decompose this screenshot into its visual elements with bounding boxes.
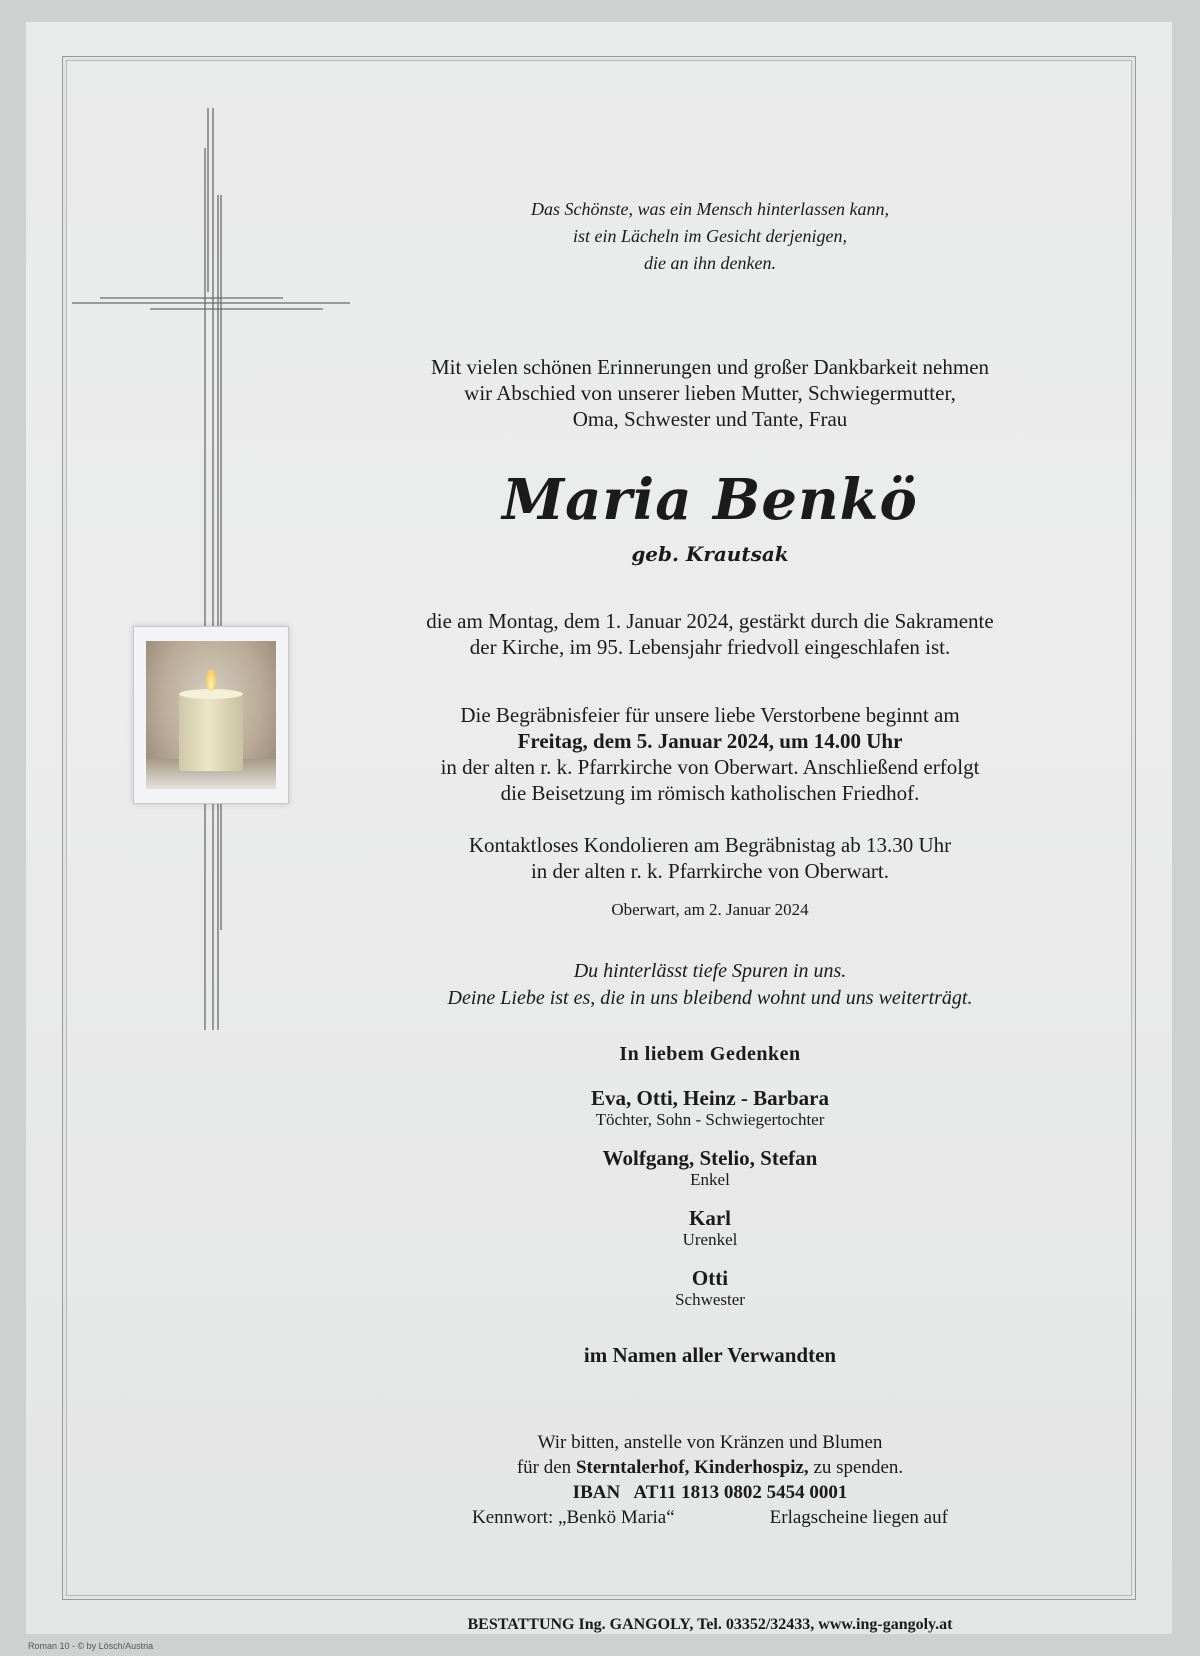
mourner-group [340, 1086, 1080, 1130]
funeral-datetime: Freitag, dem 5. Januar 2024, um 14.00 Uhr [517, 729, 903, 753]
mourner-relation: Schwester [675, 1290, 745, 1309]
condolence-info [340, 832, 1080, 884]
mourner-relation: Töchter, Sohn - Schwiegertochter [595, 1110, 825, 1129]
quote-line: Du hinterlässt tiefe Spuren in uns. [573, 960, 847, 982]
funeral-line: Die Begräbnisfeier für unsere liebe Verstorbene beginnt am [460, 703, 960, 727]
mourner-group [340, 1266, 1080, 1310]
donation-line: für den Sterntalerhof, Kinderhospiz, zu spenden. [516, 1457, 904, 1478]
funeral-home-footer: BESTATTUNG Ing. GANGOLY, Tel. 03352/32433, www.ing-gangoly.at [467, 1616, 953, 1633]
condolence-line: Kontaktloses Kondolieren am Begräbnistag ab 13.30 Uhr [468, 833, 952, 857]
death-notice [340, 608, 1080, 660]
relatives-line: im Namen aller Verwandten [583, 1343, 837, 1367]
condolence-line: in der alten r. k. Pfarrkirche von Oberwart. [530, 859, 890, 883]
donation-line: Wir bitten, anstelle von Kränzen und Blumen [537, 1432, 883, 1453]
candle-image [146, 641, 276, 789]
farewell-intro [340, 354, 1080, 432]
quote-line: Das Schönste, was ein Mensch hinterlassen kann, [531, 199, 889, 219]
death-line: die am Montag, dem 1. Januar 2024, gestärkt durch die Sakramente [426, 609, 994, 633]
mourner-name: Otti [691, 1266, 729, 1290]
donation-info [340, 1430, 1080, 1530]
flame-icon [206, 669, 216, 691]
mourner-name: Karl [689, 1206, 731, 1230]
closing-quote [340, 958, 1080, 1012]
quote-line: ist ein Lächeln im Gesicht derjenigen, [573, 226, 847, 246]
mourner-relation: Enkel [690, 1170, 730, 1189]
quote-line: die an ihn denken. [644, 253, 776, 273]
mourner-name: Wolfgang, Stelio, Stefan [602, 1146, 818, 1170]
page-border [62, 56, 1136, 1600]
memory-heading: In liebem Gedenken [619, 1043, 801, 1065]
payment-slips-note: Erlagscheine liegen auf [769, 1507, 948, 1528]
maiden-name: geb. Krautsak [631, 542, 789, 566]
iban: IBAN AT11 1813 0802 5454 0001 [572, 1482, 848, 1503]
candle-photo [133, 626, 289, 804]
template-credit: Roman 10 - © by Lösch/Austria [28, 1641, 154, 1651]
quote-line: Deine Liebe ist es, die in uns bleibend wohnt und uns weiterträgt. [447, 987, 973, 1009]
mourner-relation: Urenkel [682, 1230, 738, 1249]
place-date: Oberwart, am 2. Januar 2024 [611, 900, 809, 919]
mourner-group [340, 1146, 1080, 1190]
deceased-name: Maria Benkö [502, 467, 918, 533]
mourner-group [340, 1206, 1080, 1250]
intro-line: wir Abschied von unserer lieben Mutter, Schwiegermutter, [464, 381, 956, 405]
intro-line: Mit vielen schönen Erinnerungen und großer Dankbarkeit nehmen [430, 355, 990, 379]
mourner-name: Eva, Otti, Heinz - Barbara [591, 1086, 829, 1110]
death-line: der Kirche, im 95. Lebensjahr friedvoll eingeschlafen ist. [469, 635, 951, 659]
intro-line: Oma, Schwester und Tante, Frau [572, 407, 848, 431]
charity-name: Sterntalerhof, Kinderhospiz, [575, 1457, 809, 1478]
donation-details [340, 1505, 1080, 1530]
donation-keyword: Kennwort: „Benkö Maria“ [472, 1507, 675, 1528]
mourners-list [340, 1086, 1080, 1326]
opening-quote [340, 196, 1080, 277]
funeral-info [340, 702, 1080, 806]
funeral-line: die Beisetzung im römisch katholischen Friedhof. [500, 781, 920, 805]
funeral-line: in der alten r. k. Pfarrkirche von Oberwart. Anschließend erfolgt [440, 755, 980, 779]
